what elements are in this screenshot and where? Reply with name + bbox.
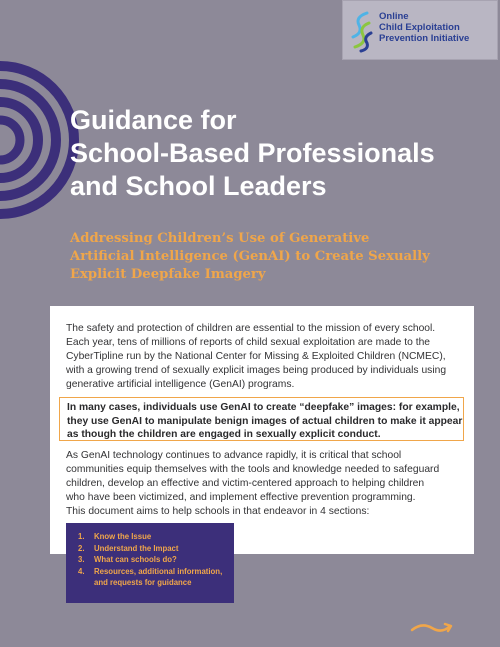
page-title — [70, 104, 495, 203]
title-line: and School Leaders — [70, 171, 327, 201]
text-line: In many cases, individuals use GenAI to create “deepfake” images: for example, — [67, 402, 460, 413]
sections-list — [78, 531, 222, 589]
subtitle-line: Artificial Intelligence (GenAI) to Create Sexually — [70, 249, 430, 264]
section-label-continuation: and requests for guidance — [94, 578, 192, 587]
text-line: children, develop an effective and victim-centered approach to helping children — [66, 478, 425, 489]
page-subtitle — [70, 230, 490, 284]
subtitle-line: Explicit Deepfake Imagery — [70, 267, 266, 282]
section-number: 4. — [78, 566, 85, 576]
swoosh-arrow-icon — [410, 620, 456, 636]
intro-paragraph — [66, 322, 466, 392]
text-line: CyberTipline run by the National Center for Missing & Exploited Children (NCMEC), — [66, 351, 446, 362]
text-line: they use GenAI to manipulate benign images of actual children to make it appear — [67, 415, 463, 427]
logo-line: Prevention Initiative — [379, 33, 470, 44]
section-number: 1. — [78, 532, 85, 541]
section-label: Resources, additional information, — [94, 566, 223, 576]
logo-line: Child Exploitation — [379, 22, 460, 33]
text-line: as though the children are engaged in sexually explicit conduct. — [67, 429, 381, 440]
logo-line: Online — [379, 11, 409, 22]
text-line: who have been victimized, and implement effective prevention programming. — [66, 492, 416, 503]
callout-text — [67, 401, 462, 442]
deepfake-callout-box — [59, 397, 464, 441]
text-line: generative artificial intelligence (GenAI) programs. — [66, 379, 295, 390]
section-number: 2. — [78, 543, 85, 553]
section-item — [78, 554, 222, 566]
section-item — [78, 531, 222, 543]
section-item — [78, 566, 222, 578]
sections-list-box — [66, 523, 234, 603]
text-line: The safety and protection of children are essential to the mission of every school. — [66, 323, 436, 334]
logo-wordmark — [379, 11, 469, 44]
content-card — [50, 306, 474, 554]
section-label: Know the Issue — [94, 532, 152, 541]
subtitle-line: Addressing Children’s Use of Generative — [70, 231, 370, 246]
section-item — [78, 543, 222, 555]
section-label: Understand the Impact — [94, 543, 179, 553]
body-paragraph — [66, 449, 466, 519]
section-label: What can schools do? — [94, 555, 177, 564]
ocepi-logo-mark-icon — [349, 9, 375, 53]
text-line: Each year, tens of millions of reports of child sexual exploitation are made to the — [66, 337, 431, 348]
text-line: communities equip themselves with the tools and knowledge needed to safeguard — [66, 464, 440, 475]
ocepi-logo — [342, 0, 498, 60]
text-line: This document aims to help schools in that endeavor in 4 sections: — [66, 506, 370, 517]
title-line: Guidance for — [70, 105, 237, 135]
section-number: 3. — [78, 555, 85, 564]
title-line: School-Based Professionals — [70, 138, 435, 168]
text-line: with a growing trend of sexually explicit images being produced by individuals using — [66, 365, 447, 376]
text-line: As GenAI technology continues to advance rapidly, it is critical that school — [66, 450, 402, 461]
section-item-continuation — [78, 577, 222, 589]
